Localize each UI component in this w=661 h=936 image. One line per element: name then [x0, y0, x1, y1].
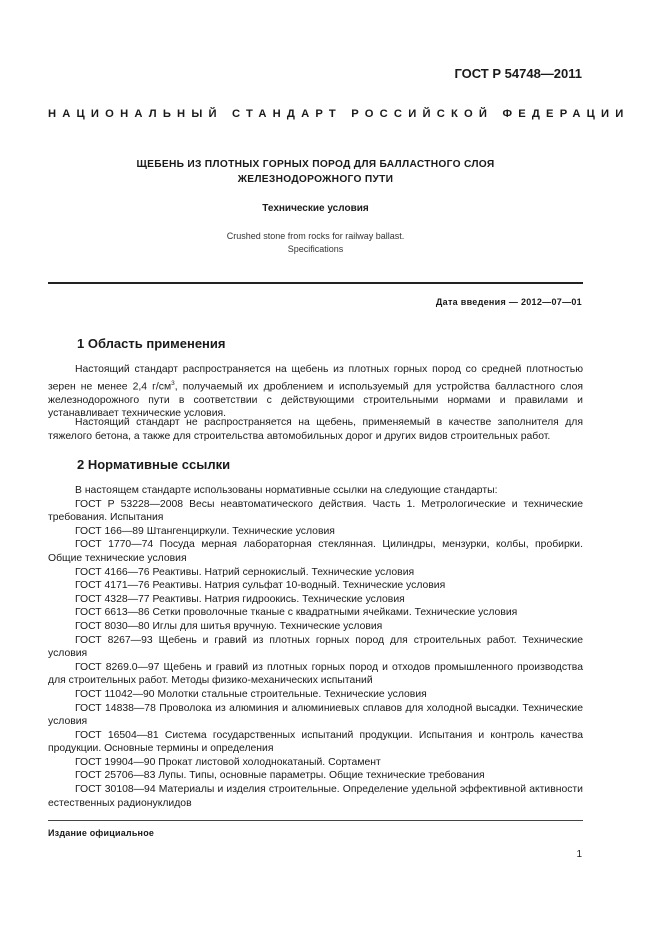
list-item: ГОСТ 14838—78 Проволока из алюминия и алюминиевых сплавов для холодной высадки. Технические условия	[48, 702, 583, 728]
para1-text-b: , получаемый их дроблением и используемый для устройства балластного слоя железнодорожного пути в соответствии с действующими строительными нормами и правилами и устанавливает технические условия.	[48, 381, 584, 420]
list-item: ГОСТ 25706—83 Лупы. Типы, основные параметры. Общие технические требования	[75, 770, 485, 782]
intro-date: Дата введения — 2012—07—01	[435, 297, 582, 307]
edition-label: Издание официальное	[48, 828, 155, 838]
title-line-2: ЖЕЛЕЗНОДОРОЖНОГО ПУТИ	[237, 174, 394, 185]
list-item: ГОСТ 166—89 Штангенциркули. Технические условия	[75, 525, 335, 537]
section-1-paragraph-2: Настоящий стандарт не распространяется на щебень, применяемый в качестве заполнителя для тяжелого бетона, а также для строительства автомобильных дорог и других видов строительных работ.	[48, 417, 583, 442]
para1-text-a: Настоящий стандарт распространяется на щебень из плотных горных пород со средней плотностью зерен не менее 2,4 г/см	[48, 364, 583, 393]
list-item: ГОСТ 30108—94 Материалы и изделия строительные. Определение удельной эффективной активности естественных радионуклидов	[48, 784, 583, 809]
superscript-3: 3	[171, 379, 175, 387]
list-item: ГОСТ Р 53228—2008 Весы неавтоматического действия. Часть 1. Метрологические и технические требования. Испытания	[48, 498, 583, 524]
english-title-line-1: Crushed stone from rocks for railway ballast.	[226, 231, 405, 241]
list-item: ГОСТ 8030—80 Иглы для шитья вручную. Технические условия	[75, 620, 383, 632]
footer-divider	[48, 820, 583, 821]
section-1-paragraph-1	[48, 363, 583, 421]
list-item: ГОСТ 19904—90 Прокат листовой холоднокатаный. Сортамент	[75, 756, 381, 768]
gost-number: ГОСТ Р 54748—2011	[454, 66, 582, 81]
list-item: ГОСТ 4166—76 Реактивы. Натрий сернокислый. Технические условия	[75, 566, 415, 578]
list-item: ГОСТ 6613—86 Сетки проволочные тканые с квадратными ячейками. Технические условия	[75, 607, 518, 619]
list-item: ГОСТ 16504—81 Система государственных испытаний продукции. Испытания и контроль качества продукции. Основные термины и определения	[48, 729, 583, 755]
list-item: ГОСТ 4328—77 Реактивы. Натрия гидроокись. Технические условия	[75, 593, 405, 605]
list-item: ГОСТ 8269.0—97 Щебень и гравий из плотных горных пород и отходов промышленного производства для строительных работ. Методы физико-механических испытаний	[48, 661, 583, 687]
list-item: ГОСТ 1770—74 Посуда мерная лабораторная стеклянная. Цилиндры, мензурки, колбы, пробирки. Общие технические условия	[48, 539, 583, 564]
document-title	[48, 157, 583, 187]
normative-references-list	[48, 484, 583, 810]
page-number: 1	[576, 849, 582, 860]
section-1-heading: 1 Область применения	[77, 336, 226, 351]
national-standard-banner: НАЦИОНАЛЬНЫЙ СТАНДАРТ РОССИЙСКОЙ ФЕДЕРАЦИИ	[48, 108, 630, 120]
list-item: В настоящем стандарте использованы нормативные ссылки на следующие стандарты:	[75, 485, 498, 496]
document-subtitle: Технические условия	[262, 203, 369, 214]
list-item: ГОСТ 8267—93 Щебень и гравий из плотных горных пород для строительных работ. Технические условия	[48, 634, 583, 660]
section-2-heading: 2 Нормативные ссылки	[77, 457, 231, 472]
title-divider	[48, 282, 583, 284]
english-title	[48, 230, 583, 255]
english-title-line-2: Specifications	[287, 243, 344, 254]
list-item: ГОСТ 11042—90 Молотки стальные строительные. Технические условия	[75, 688, 427, 700]
title-line-1: ЩЕБЕНЬ ИЗ ПЛОТНЫХ ГОРНЫХ ПОРОД ДЛЯ БАЛЛАСТНОГО СЛОЯ	[136, 159, 495, 170]
list-item: ГОСТ 4171—76 Реактивы. Натрия сульфат 10-водный. Технические условия	[75, 580, 446, 592]
